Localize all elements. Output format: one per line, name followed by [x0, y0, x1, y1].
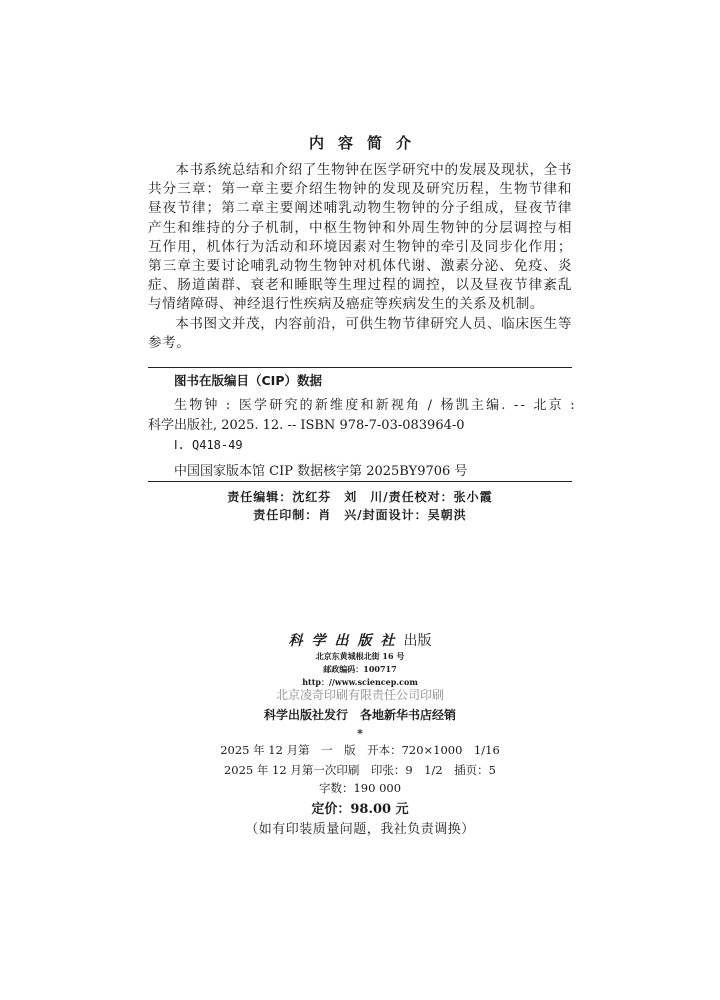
credits-line-editors: 责任编辑：沈红芬 刘 川/责任校对：张小霞: [227, 490, 493, 504]
separator-asterisk: *: [357, 727, 363, 740]
edition-info: 2025 年 12 月第 一 版 开本：720×1000 1/16: [220, 743, 500, 757]
cip-top-rule: [148, 367, 572, 368]
printing-info: 2025 年 12 月第一次印刷 印张：9 1/2 插页：5: [223, 763, 496, 777]
credits-line-print-design: 责任印制：肖 兴/封面设计：吴朝洪: [253, 508, 467, 522]
publisher-line: [0, 630, 720, 650]
publisher-logo: 科学出版社: [288, 633, 404, 649]
cip-title-line: 生物钟 : 医学研究的新维度和新视角 / 杨凯主编. -- 北京 :: [174, 398, 577, 413]
printer: 北京凌奇印刷有限责任公司印刷: [275, 688, 444, 702]
cip-classification: Ⅰ. Q418-49: [174, 438, 243, 452]
summary-body: [148, 161, 572, 353]
word-count: 字数：190 000: [318, 781, 402, 795]
summary-paragraph: 本书系统总结和介绍了生物钟在医学研究中的发展及现状，全书共分三章：第一章主要介绍生物钟的发现及研究历程，生物节律和昼夜节律；第二章主要阐述哺乳动物生物钟的分子组成，昼夜节律产生和维持的分子机制，中枢生物钟和外周生物钟的分层调控与相互作用，机体行为活动和环境因素对生物钟的牵引及同步化作用；第三章主要讨论哺乳动物生物钟对机体代谢、激素分泌、免疫、炎症、肠道菌群、衰老和睡眠等生理过程的调控，以及昼夜节律紊乱与情绪障碍、神经退行性疾病及癌症等疾病发生的关系及机制。: [148, 162, 572, 313]
publisher-website: http：//www.sciencep.com: [302, 677, 418, 687]
summary-paragraph: 本书图文并茂，内容前沿，可供生物节律研究人员、临床医生等参考。: [148, 315, 572, 351]
price: 定价：98.00 元: [311, 802, 409, 817]
cip-bottom-rule: [148, 481, 572, 482]
editor-credits: [0, 488, 720, 524]
publisher-address: 北京东黄城根北街 16 号: [315, 651, 405, 661]
publisher-postcode: 邮政编码：100717: [323, 664, 397, 674]
quality-notice: （如有印装质量问题，我社负责调换）: [245, 822, 475, 837]
publisher-suffix: 出版: [403, 633, 432, 649]
cip-header: 图书在版编目（CIP）数据: [174, 373, 322, 388]
distribution: 科学出版社发行 各地新华书店经销: [263, 708, 456, 722]
cip-record-number: 中国国家版本馆 CIP 数据核字第 2025BY9706 号: [174, 464, 468, 479]
summary-title: 内容简介: [308, 134, 425, 152]
cip-publisher-line: 科学出版社, 2025. 12. -- ISBN 978-7-03-083964-0: [148, 418, 465, 433]
